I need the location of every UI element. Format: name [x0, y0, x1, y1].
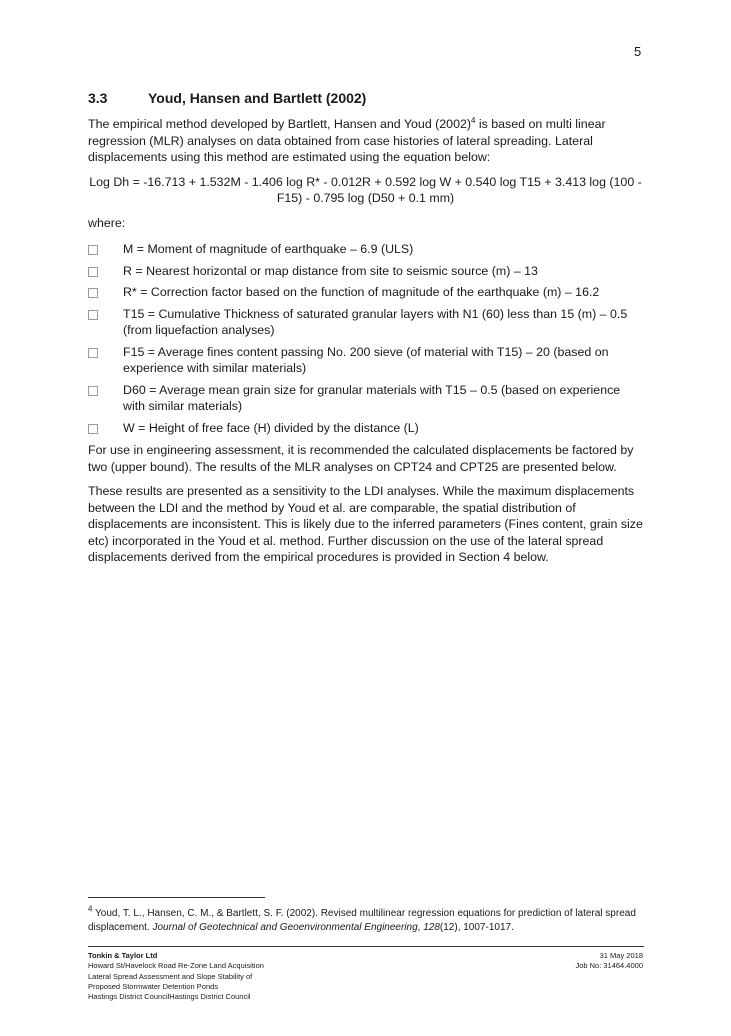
intro-paragraph: [88, 116, 643, 166]
list-item: [88, 284, 643, 301]
sensitivity-paragraph: These results are presented as a sensitivity to the LDI analyses. While the maximum displacements between the LDI and the method by Youd et al. are comparable, the spatial distribution of displacements are inconsistent. This is likely due to the inferred parameters (Fines content, grain size etc) incorporated in the Youd et al. method. Further discussion on the use of the lateral spread displacements derived from the empirical procedures is provided in Section 4 below.: [88, 484, 643, 564]
footnote-marker: 4: [88, 904, 93, 914]
page-number: 5: [634, 44, 642, 59]
intro-text-before: The empirical method developed by Bartlett, Hansen and Youd (2002): [88, 117, 471, 131]
variable-list: [88, 241, 643, 436]
footer-line: Proposed Stormwater Detention Ponds: [88, 981, 219, 991]
list-item: [88, 241, 643, 258]
variable-text: M = Moment of magnitude of earthquake – 6.9 (ULS): [123, 242, 414, 256]
variable-text: W = Height of free face (H) divided by the distance (L): [123, 420, 419, 435]
variable-text: R = Nearest horizontal or map distance from site to seismic source (m) – 13: [123, 263, 538, 278]
footnote: $^4$ Youd, T. L., Hansen, C. M., & Bartlett, S. F. (2002). Revised multilinear regression equations for prediction of lateral spread displacement. Journal of Geotechnical and Geoenvironmental Engineering, 128(12), 1007-1017.: [88, 904, 636, 933]
footer-line: Lateral Spread Assessment and Slope Stability of: [88, 971, 253, 981]
engineering-paragraph: For use in engineering assessment, it is recommended the calculated displacements be factored by two (upper bound). The results of the MLR analyses on CPT24 and CPT25 are presented below.: [88, 443, 634, 474]
footnote-ref: 4: [470, 115, 476, 125]
list-item: [88, 420, 643, 437]
footnote-text: Youd, T. L., Hansen, C. M., & Bartlett, S. F. (2002). Revised multilinear regression equations for prediction of lateral spread displacement.: [88, 908, 636, 933]
footnote-pages: (12), 1007-1017.: [439, 922, 514, 933]
where-label: where:: [88, 215, 126, 230]
footer-right: [575, 951, 643, 972]
intro-text-after: is based on multi linear regression (MLR) analyses on data obtained from case histories of lateral spreading. Lateral displacements using this method are estimated using the equation below:: [88, 117, 606, 164]
checkbox-icon: [88, 386, 98, 396]
footer-line: Hastings District CouncilHastings District Council: [88, 992, 251, 1002]
footer-date: 31 May 2018: [599, 951, 643, 960]
main-content: [88, 90, 643, 574]
footnote-divider: [88, 897, 265, 898]
variable-text: F15 = Average fines content passing No. 200 sieve (of material with T15) – 20 (based on experience with similar materials): [123, 344, 609, 375]
equation: Log Dh = -16.713 + 1.532M - 1.406 log R* - 0.012R + 0.592 log W + 0.540 log T15 + 3.413 log (100 - F15) - 0.795 log (D50 + 0.1 mm): [89, 174, 642, 205]
checkbox-icon: [88, 288, 98, 298]
list-item: [88, 263, 643, 280]
footnote-journal: Journal of Geotechnical and Geoenvironmental Engineering: [152, 922, 418, 933]
footer-job-number: Job No: 31464.4000: [575, 961, 643, 971]
footer-company: Tonkin & Taylor Ltd: [88, 951, 158, 960]
variable-text: R* = Correction factor based on the function of magnitude of the earthquake (m) – 16.2: [123, 285, 600, 299]
section-title: Youd, Hansen and Bartlett (2002): [148, 90, 367, 106]
checkbox-icon: [88, 310, 98, 320]
section-heading: [88, 90, 643, 106]
footer-left: [88, 951, 264, 1002]
footnote-volume: 128: [423, 922, 440, 933]
section-number: 3.3: [88, 90, 108, 106]
footer-divider: [88, 946, 644, 947]
checkbox-icon: [88, 424, 98, 434]
checkbox-icon: [88, 245, 98, 255]
list-item: [88, 344, 643, 377]
variable-text: D60 = Average mean grain size for granular materials with T15 – 0.5 (based on experience with similar materials): [123, 382, 621, 413]
checkbox-icon: [88, 267, 98, 277]
footer-line: Howard St/Havelock Road Re-Zone Land Acquisition: [88, 961, 264, 971]
variable-text: T15 = Cumulative Thickness of saturated granular layers with N1 (60) less than 15 (m) – 0.5 (from liquefaction analyses): [123, 306, 628, 337]
list-item: [88, 382, 643, 415]
list-item: [88, 306, 643, 339]
checkbox-icon: [88, 348, 98, 358]
